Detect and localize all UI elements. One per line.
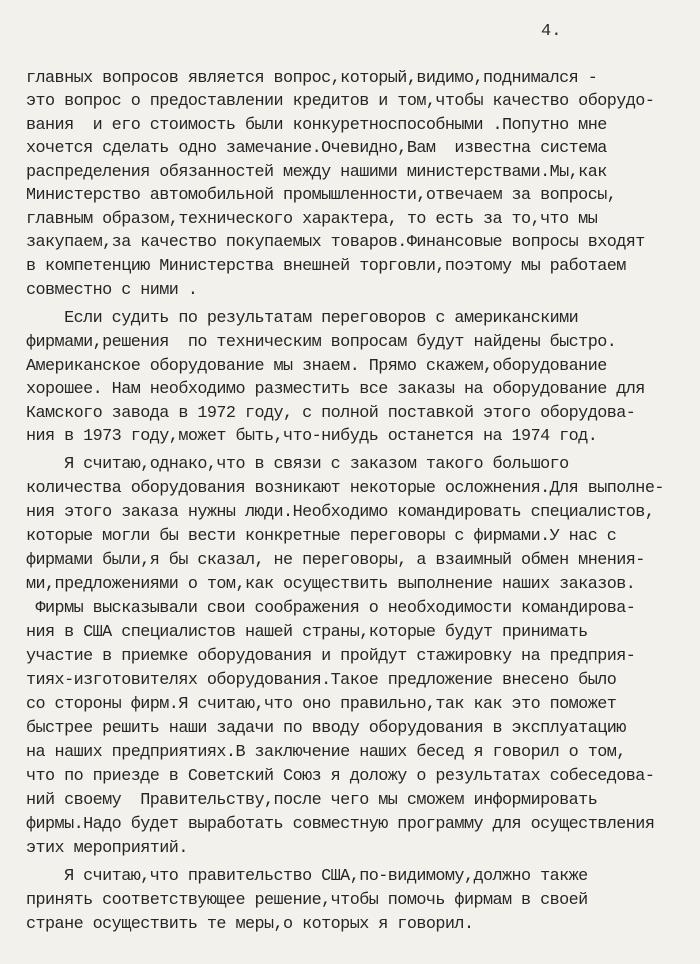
text-line: тиях-изготовителях оборудования.Такое предложение внесено было xyxy=(26,671,617,690)
text-line: Американское оборудование мы знаем. Прямо скажем,оборудование xyxy=(26,357,607,376)
text-line: ния в США специалистов нашей страны,которые будут принимать xyxy=(26,623,588,642)
text-line: ния в 1973 году,может быть,что-нибудь останется на 1974 год. xyxy=(26,427,598,446)
text-line: совместно с ними . xyxy=(26,281,198,300)
text-line: главным образом,технического характера, то есть за то,что мы xyxy=(26,210,598,229)
text-line: быстрее решить наши задачи по вводу оборудования в эксплуатацию xyxy=(26,719,626,738)
text-line: стране осуществить те меры,о которых я говорил. xyxy=(26,915,474,934)
text-line: главных вопросов является вопрос,который,видимо,поднимался - xyxy=(26,69,598,88)
text-line: со стороны фирм.Я считаю,что оно правильно,так как это поможет xyxy=(26,695,617,714)
text-line: распределения обязанностей между нашими министерствами.Мы,как xyxy=(26,163,607,182)
text-line: этих мероприятий. xyxy=(26,839,188,858)
paragraph-start: Фирмы высказывали свои соображения о необходимости командирова- xyxy=(26,599,636,618)
text-line: фирмами,решения по техническим вопросам будут найдены быстро. xyxy=(26,333,617,352)
text-line: закупаем,за качество покупаемых товаров.Финансовые вопросы входят xyxy=(26,233,645,252)
text-line: в компетенцию Министерства внешней торговли,поэтому мы работаем xyxy=(26,257,626,276)
paragraph-start: Если судить по результатам переговоров с американскими xyxy=(26,309,579,328)
text-line: ния этого заказа нужны люди.Необходимо командировать специалистов, xyxy=(26,503,655,522)
text-line: ний своему Правительству,после чего мы сможем информировать xyxy=(26,791,598,810)
text-line: количества оборудования возникают некоторые осложнения.Для выполне- xyxy=(26,479,664,498)
text-line: принять соответствующее решение,чтобы помочь фирмам в своей xyxy=(26,891,588,910)
text-line: что по приезде в Советский Союз я доложу о результатах собеседова- xyxy=(26,767,655,786)
text-line: Камского завода в 1972 году, с полной поставкой этого оборудова- xyxy=(26,404,636,423)
text-line: которые могли бы вести конкретные переговоры с фирмами.У нас с xyxy=(26,527,617,546)
text-line: участие в приемке оборудования и пройдут стажировку на предприя- xyxy=(26,647,636,666)
text-line: ми,предложениями о том,как осуществить выполнение наших заказов. xyxy=(26,575,636,594)
paragraph-start: Я считаю,однако,что в связи с заказом такого большого xyxy=(26,455,569,474)
text-line: фирмы.Надо будет выработать совместную программу для осуществления xyxy=(26,815,655,834)
text-line: хорошее. Нам необходимо разместить все заказы на оборудование для xyxy=(26,380,645,399)
text-line: хочется сделать одно замечание.Очевидно,Вам известна система xyxy=(26,139,607,158)
text-line: Министерство автомобильной промышленности,отвечаем за вопросы, xyxy=(26,186,617,205)
paragraph-start: Я считаю,что правительство США,по-видимому,должно также xyxy=(26,867,588,886)
text-line: вания и его стоимость были конкуретноспособными .Попутно мне xyxy=(26,116,607,135)
text-line: фирмами были,я бы сказал, не переговоры, а взаимный обмен мнения- xyxy=(26,551,645,570)
text-line: на наших предприятиях.В заключение наших бесед я говорил о том, xyxy=(26,743,626,762)
text-line: это вопрос о предоставлении кредитов и том,чтобы качество оборудо- xyxy=(26,92,655,111)
page-number: 4. xyxy=(541,22,562,41)
